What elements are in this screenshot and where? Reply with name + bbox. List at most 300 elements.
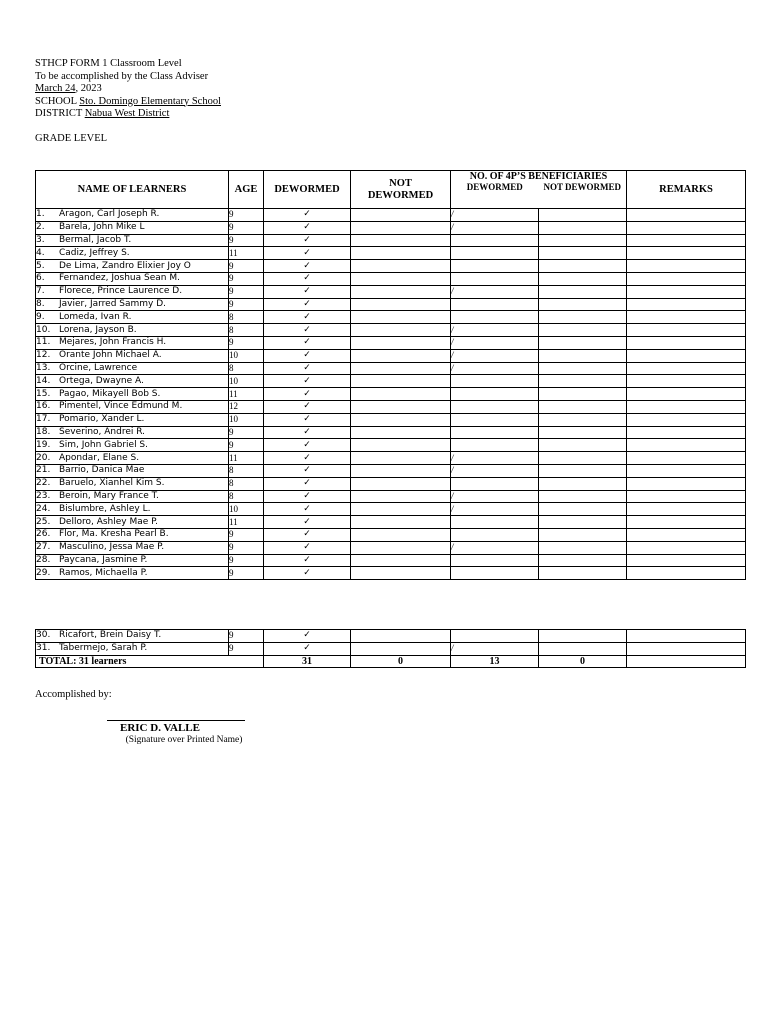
learner-age: 11 bbox=[229, 516, 264, 529]
learner-age: 9 bbox=[229, 541, 264, 554]
learner-age: 9 bbox=[229, 298, 264, 311]
not-dewormed-cell bbox=[351, 234, 451, 247]
learner-name-cell bbox=[36, 234, 229, 247]
col-header-dewormed: DEWORMED bbox=[264, 171, 351, 209]
learner-age: 9 bbox=[229, 554, 264, 567]
remarks-cell bbox=[627, 400, 746, 413]
remarks-cell bbox=[627, 452, 746, 465]
learner-name: Bermal, Jacob T. bbox=[59, 234, 132, 245]
dewormed-check: ✓ bbox=[264, 400, 351, 413]
accomplished-by-label: Accomplished by: bbox=[35, 689, 112, 700]
date-month-day: March 24 bbox=[35, 83, 76, 94]
not-dewormed-cell bbox=[351, 541, 451, 554]
learner-name: Flor, Ma. Kresha Pearl B. bbox=[59, 529, 169, 540]
four-ps-not-dewormed-cell bbox=[539, 298, 627, 311]
table-row bbox=[36, 490, 746, 503]
learner-name: Florece, Prince Laurence D. bbox=[59, 286, 183, 297]
signature-caption: (Signature over Printed Name) bbox=[125, 735, 243, 745]
not-dewormed-cell bbox=[351, 209, 451, 222]
dewormed-check: ✓ bbox=[264, 477, 351, 490]
learner-name-cell bbox=[36, 247, 229, 260]
learner-age: 8 bbox=[229, 362, 264, 375]
dewormed-check: ✓ bbox=[264, 642, 351, 655]
four-ps-not-dewormed-cell bbox=[539, 285, 627, 298]
remarks-cell bbox=[627, 554, 746, 567]
table-row bbox=[36, 324, 746, 337]
remarks-cell bbox=[627, 464, 746, 477]
learner-age: 12 bbox=[229, 400, 264, 413]
not-dewormed-cell bbox=[351, 490, 451, 503]
dewormed-check: ✓ bbox=[264, 516, 351, 529]
learner-age: 10 bbox=[229, 503, 264, 516]
learner-name: Pagao, Mikayell Bob S. bbox=[59, 388, 161, 399]
four-ps-dewormed-cell bbox=[451, 234, 539, 247]
remarks-cell bbox=[627, 285, 746, 298]
learner-name-cell bbox=[36, 630, 229, 643]
dewormed-check: ✓ bbox=[264, 375, 351, 388]
learner-name-cell bbox=[36, 567, 229, 580]
col-header-4ps-title: NO. OF 4P’S BENEFICIARIES bbox=[469, 171, 608, 182]
learners-table-continued bbox=[35, 629, 746, 668]
table-row bbox=[36, 247, 746, 260]
learner-number: 6. bbox=[36, 273, 45, 284]
learner-age: 9 bbox=[229, 439, 264, 452]
learner-number: 3. bbox=[36, 234, 45, 245]
remarks-cell bbox=[627, 630, 746, 643]
remarks-cell bbox=[627, 567, 746, 580]
learner-number: 9. bbox=[36, 311, 45, 322]
dewormed-check: ✓ bbox=[264, 567, 351, 580]
not-dewormed-cell bbox=[351, 221, 451, 234]
four-ps-dewormed-cell: / bbox=[451, 503, 539, 516]
four-ps-not-dewormed-cell bbox=[539, 516, 627, 529]
total-4ps-dewormed: 13 bbox=[451, 655, 539, 668]
not-dewormed-cell bbox=[351, 464, 451, 477]
date-year: , 2023 bbox=[75, 83, 102, 94]
dewormed-check: ✓ bbox=[264, 452, 351, 465]
learner-number: 12. bbox=[36, 350, 51, 361]
dewormed-check: ✓ bbox=[264, 426, 351, 439]
not-dewormed-cell bbox=[351, 630, 451, 643]
learner-age: 11 bbox=[229, 452, 264, 465]
remarks-cell bbox=[627, 298, 746, 311]
learner-name: Ortega, Dwayne A. bbox=[59, 375, 144, 386]
learner-age: 8 bbox=[229, 311, 264, 324]
signer-name: ERIC D. VALLE bbox=[120, 722, 200, 734]
four-ps-not-dewormed-cell bbox=[539, 477, 627, 490]
learner-number: 1. bbox=[36, 209, 45, 220]
four-ps-not-dewormed-cell bbox=[539, 247, 627, 260]
learner-number: 20. bbox=[36, 452, 51, 463]
learner-name-cell bbox=[36, 324, 229, 337]
four-ps-not-dewormed-cell bbox=[539, 221, 627, 234]
learner-name: Orante John Michael A. bbox=[59, 350, 162, 361]
four-ps-not-dewormed-cell bbox=[539, 336, 627, 349]
dewormed-check: ✓ bbox=[264, 298, 351, 311]
learner-name-cell bbox=[36, 464, 229, 477]
dewormed-check: ✓ bbox=[264, 630, 351, 643]
four-ps-dewormed-cell bbox=[451, 477, 539, 490]
table-row bbox=[36, 221, 746, 234]
learner-name-cell bbox=[36, 642, 229, 655]
learner-age: 8 bbox=[229, 490, 264, 503]
total-not-dewormed: 0 bbox=[351, 655, 451, 668]
four-ps-dewormed-cell bbox=[451, 554, 539, 567]
four-ps-not-dewormed-cell bbox=[539, 490, 627, 503]
dewormed-check: ✓ bbox=[264, 388, 351, 401]
learner-number: 8. bbox=[36, 298, 45, 309]
remarks-cell bbox=[627, 642, 746, 655]
learner-age: 9 bbox=[229, 642, 264, 655]
remarks-cell bbox=[627, 247, 746, 260]
learner-name: Delloro, Ashley Mae P. bbox=[59, 516, 159, 527]
not-dewormed-cell bbox=[351, 247, 451, 260]
table-row bbox=[36, 413, 746, 426]
learner-name-cell bbox=[36, 413, 229, 426]
four-ps-dewormed-cell bbox=[451, 388, 539, 401]
dewormed-check: ✓ bbox=[264, 247, 351, 260]
learner-age: 10 bbox=[229, 375, 264, 388]
table-row bbox=[36, 234, 746, 247]
learner-name-cell bbox=[36, 452, 229, 465]
four-ps-dewormed-cell bbox=[451, 311, 539, 324]
remarks-cell bbox=[627, 439, 746, 452]
remarks-cell bbox=[627, 388, 746, 401]
four-ps-not-dewormed-cell bbox=[539, 452, 627, 465]
learners-table bbox=[35, 170, 746, 580]
learner-number: 25. bbox=[36, 516, 51, 527]
dewormed-check: ✓ bbox=[264, 272, 351, 285]
remarks-cell bbox=[627, 221, 746, 234]
four-ps-dewormed-cell: / bbox=[451, 336, 539, 349]
four-ps-not-dewormed-cell bbox=[539, 528, 627, 541]
learner-name-cell bbox=[36, 490, 229, 503]
learners-table-body bbox=[36, 209, 746, 580]
four-ps-not-dewormed-cell bbox=[539, 260, 627, 273]
table-row bbox=[36, 464, 746, 477]
remarks-cell bbox=[627, 260, 746, 273]
learner-age: 9 bbox=[229, 336, 264, 349]
remarks-cell bbox=[627, 516, 746, 529]
learner-number: 29. bbox=[36, 567, 51, 578]
learner-number: 18. bbox=[36, 426, 51, 437]
learner-name-cell bbox=[36, 285, 229, 298]
learner-name: Barrio, Danica Mae bbox=[59, 465, 145, 476]
learner-name: Beroin, Mary France T. bbox=[59, 490, 159, 501]
learner-number: 27. bbox=[36, 542, 51, 553]
four-ps-dewormed-cell: / bbox=[451, 490, 539, 503]
four-ps-not-dewormed-cell bbox=[539, 413, 627, 426]
learner-name-cell bbox=[36, 477, 229, 490]
learner-age: 11 bbox=[229, 247, 264, 260]
four-ps-dewormed-cell: / bbox=[451, 541, 539, 554]
table-header-row bbox=[36, 171, 746, 209]
form-header bbox=[35, 58, 221, 121]
form-instruction: To be accomplished by the Class Adviser bbox=[35, 70, 209, 82]
four-ps-dewormed-cell bbox=[451, 375, 539, 388]
learner-number: 22. bbox=[36, 478, 51, 489]
dewormed-check: ✓ bbox=[264, 221, 351, 234]
remarks-cell bbox=[627, 209, 746, 222]
learner-age: 10 bbox=[229, 413, 264, 426]
table-row bbox=[36, 452, 746, 465]
learner-name-cell bbox=[36, 439, 229, 452]
remarks-cell bbox=[627, 234, 746, 247]
not-dewormed-cell bbox=[351, 311, 451, 324]
not-dewormed-cell bbox=[351, 452, 451, 465]
four-ps-dewormed-cell bbox=[451, 260, 539, 273]
total-label: TOTAL: 31 learners bbox=[36, 655, 264, 668]
learner-name-cell bbox=[36, 388, 229, 401]
four-ps-dewormed-cell bbox=[451, 298, 539, 311]
dewormed-check: ✓ bbox=[264, 413, 351, 426]
four-ps-dewormed-cell bbox=[451, 400, 539, 413]
learner-age: 9 bbox=[229, 630, 264, 643]
table-row bbox=[36, 349, 746, 362]
four-ps-dewormed-cell bbox=[451, 247, 539, 260]
learner-name-cell bbox=[36, 260, 229, 273]
four-ps-not-dewormed-cell bbox=[539, 464, 627, 477]
learner-name: Ramos, Michaella P. bbox=[59, 567, 148, 578]
learner-number: 24. bbox=[36, 503, 51, 514]
learner-name: Javier, Jarred Sammy D. bbox=[59, 298, 167, 309]
table-row bbox=[36, 567, 746, 580]
learner-name: Orcine, Lawrence bbox=[59, 362, 138, 373]
learner-number: 11. bbox=[36, 337, 51, 348]
school-line bbox=[35, 96, 221, 109]
remarks-cell bbox=[627, 336, 746, 349]
total-4ps-not-dewormed: 0 bbox=[539, 655, 627, 668]
not-dewormed-cell bbox=[351, 516, 451, 529]
learner-number: 17. bbox=[36, 414, 51, 425]
learner-number: 19. bbox=[36, 439, 51, 450]
col-header-age: AGE bbox=[229, 171, 264, 209]
table-row bbox=[36, 388, 746, 401]
dewormed-check: ✓ bbox=[264, 362, 351, 375]
four-ps-dewormed-cell bbox=[451, 516, 539, 529]
four-ps-not-dewormed-cell bbox=[539, 554, 627, 567]
remarks-cell bbox=[627, 426, 746, 439]
col-header-remarks: REMARKS bbox=[627, 171, 746, 209]
learner-name-cell bbox=[36, 400, 229, 413]
four-ps-not-dewormed-cell bbox=[539, 324, 627, 337]
four-ps-dewormed-cell bbox=[451, 272, 539, 285]
not-dewormed-cell bbox=[351, 642, 451, 655]
dewormed-check: ✓ bbox=[264, 554, 351, 567]
four-ps-not-dewormed-cell bbox=[539, 349, 627, 362]
learner-name: Masculino, Jessa Mae P. bbox=[59, 542, 165, 553]
learner-number: 30. bbox=[36, 630, 51, 641]
learner-number: 4. bbox=[36, 247, 45, 258]
four-ps-dewormed-cell: / bbox=[451, 285, 539, 298]
remarks-cell bbox=[627, 272, 746, 285]
learner-age: 8 bbox=[229, 464, 264, 477]
learner-age: 9 bbox=[229, 260, 264, 273]
dewormed-check: ✓ bbox=[264, 324, 351, 337]
dewormed-check: ✓ bbox=[264, 464, 351, 477]
learner-name-cell bbox=[36, 528, 229, 541]
four-ps-not-dewormed-cell bbox=[539, 426, 627, 439]
table-row bbox=[36, 311, 746, 324]
learner-number: 5. bbox=[36, 260, 45, 271]
district-value: Nabua West District bbox=[84, 108, 170, 119]
learner-name: Tabermejo, Sarah P. bbox=[59, 643, 148, 654]
learner-name-cell bbox=[36, 349, 229, 362]
table-row bbox=[36, 272, 746, 285]
learner-name-cell bbox=[36, 209, 229, 222]
four-ps-dewormed-cell bbox=[451, 439, 539, 452]
learner-age: 9 bbox=[229, 285, 264, 298]
four-ps-not-dewormed-cell bbox=[539, 630, 627, 643]
table-row bbox=[36, 209, 746, 222]
four-ps-not-dewormed-cell bbox=[539, 567, 627, 580]
learner-name-cell bbox=[36, 375, 229, 388]
learner-name: Lomeda, Ivan R. bbox=[59, 311, 132, 322]
learner-number: 7. bbox=[36, 286, 45, 297]
learner-number: 10. bbox=[36, 324, 51, 335]
school-value: Sto. Domingo Elementary School bbox=[79, 95, 221, 107]
remarks-cell bbox=[627, 490, 746, 503]
learner-name-cell bbox=[36, 554, 229, 567]
remarks-cell bbox=[627, 324, 746, 337]
remarks-cell bbox=[627, 477, 746, 490]
table-row bbox=[36, 541, 746, 554]
four-ps-dewormed-cell bbox=[451, 413, 539, 426]
four-ps-dewormed-cell: / bbox=[451, 464, 539, 477]
col-header-not-dewormed: NOT DEWORMED bbox=[351, 171, 451, 209]
not-dewormed-cell bbox=[351, 426, 451, 439]
remarks-cell bbox=[627, 375, 746, 388]
learner-number: 21. bbox=[36, 465, 51, 476]
learner-name: Severino, Andrei R. bbox=[59, 426, 146, 437]
district-line bbox=[35, 108, 221, 121]
table-row bbox=[36, 439, 746, 452]
four-ps-not-dewormed-cell bbox=[539, 503, 627, 516]
four-ps-not-dewormed-cell bbox=[539, 272, 627, 285]
learner-name: Sim, John Gabriel S. bbox=[59, 439, 149, 450]
four-ps-dewormed-cell bbox=[451, 426, 539, 439]
not-dewormed-cell bbox=[351, 477, 451, 490]
table-row bbox=[36, 477, 746, 490]
table-row bbox=[36, 426, 746, 439]
col-header-4ps-sub bbox=[451, 182, 626, 192]
learner-name-cell bbox=[36, 426, 229, 439]
four-ps-dewormed-cell: / bbox=[451, 209, 539, 222]
total-remarks bbox=[627, 655, 746, 668]
remarks-cell bbox=[627, 503, 746, 516]
learner-name: De Lima, Zandro Elixier Joy O bbox=[59, 260, 191, 271]
learner-name: Lorena, Jayson B. bbox=[59, 324, 137, 335]
dewormed-check: ✓ bbox=[264, 439, 351, 452]
not-dewormed-cell bbox=[351, 260, 451, 273]
learner-age: 8 bbox=[229, 477, 264, 490]
table-row bbox=[36, 400, 746, 413]
not-dewormed-cell bbox=[351, 439, 451, 452]
four-ps-not-dewormed-cell bbox=[539, 439, 627, 452]
dewormed-check: ✓ bbox=[264, 541, 351, 554]
table-row bbox=[36, 516, 746, 529]
dewormed-check: ✓ bbox=[264, 311, 351, 324]
signature-line bbox=[107, 720, 245, 721]
four-ps-not-dewormed-cell bbox=[539, 362, 627, 375]
col-header-4ps-group bbox=[451, 171, 627, 209]
learner-number: 2. bbox=[36, 222, 45, 233]
table-row bbox=[36, 260, 746, 273]
learner-age: 9 bbox=[229, 567, 264, 580]
four-ps-not-dewormed-cell bbox=[539, 400, 627, 413]
learner-name: Pomario, Xander L. bbox=[59, 414, 145, 425]
table-row bbox=[36, 336, 746, 349]
col-header-4ps-dewormed: DEWORMED bbox=[466, 182, 523, 192]
learner-age: 9 bbox=[229, 528, 264, 541]
four-ps-dewormed-cell bbox=[451, 567, 539, 580]
dewormed-check: ✓ bbox=[264, 336, 351, 349]
four-ps-not-dewormed-cell bbox=[539, 541, 627, 554]
form-title: STHCP FORM 1 Classroom Level bbox=[35, 58, 182, 69]
learner-name: Paycana, Jasmine P. bbox=[59, 554, 148, 565]
not-dewormed-cell bbox=[351, 388, 451, 401]
dewormed-check: ✓ bbox=[264, 285, 351, 298]
learner-name: Bislumbre, Ashley L. bbox=[59, 503, 151, 514]
not-dewormed-cell bbox=[351, 413, 451, 426]
four-ps-not-dewormed-cell bbox=[539, 388, 627, 401]
learners-table-body-continued bbox=[36, 630, 746, 656]
table-row bbox=[36, 503, 746, 516]
four-ps-dewormed-cell bbox=[451, 630, 539, 643]
not-dewormed-cell bbox=[351, 567, 451, 580]
learner-name: Barela, John Mike L bbox=[59, 222, 145, 233]
learner-name-cell bbox=[36, 221, 229, 234]
learner-name: Mejares, John Francis H. bbox=[59, 337, 167, 348]
learner-age: 9 bbox=[229, 221, 264, 234]
learner-name-cell bbox=[36, 362, 229, 375]
learner-name-cell bbox=[36, 336, 229, 349]
learner-age: 9 bbox=[229, 272, 264, 285]
not-dewormed-cell bbox=[351, 503, 451, 516]
remarks-cell bbox=[627, 349, 746, 362]
learner-age: 11 bbox=[229, 388, 264, 401]
four-ps-not-dewormed-cell bbox=[539, 311, 627, 324]
learner-name: Ricafort, Brein Daisy T. bbox=[59, 630, 162, 641]
table-row bbox=[36, 642, 746, 655]
learner-name: Cadiz, Jeffrey S. bbox=[59, 247, 130, 258]
four-ps-dewormed-cell: / bbox=[451, 349, 539, 362]
district-label: DISTRICT bbox=[35, 108, 85, 119]
not-dewormed-cell bbox=[351, 554, 451, 567]
dewormed-check: ✓ bbox=[264, 490, 351, 503]
not-dewormed-cell bbox=[351, 272, 451, 285]
remarks-cell bbox=[627, 362, 746, 375]
not-dewormed-cell bbox=[351, 362, 451, 375]
learner-name: Baruelo, Xianhel Kim S. bbox=[59, 478, 165, 489]
learner-age: 9 bbox=[229, 426, 264, 439]
learner-name: Fernandez, Joshua Sean M. bbox=[59, 273, 180, 284]
learner-name-cell bbox=[36, 272, 229, 285]
not-dewormed-cell bbox=[351, 324, 451, 337]
dewormed-check: ✓ bbox=[264, 234, 351, 247]
learner-number: 15. bbox=[36, 388, 51, 399]
remarks-cell bbox=[627, 541, 746, 554]
dewormed-check: ✓ bbox=[264, 260, 351, 273]
four-ps-dewormed-cell: / bbox=[451, 324, 539, 337]
learner-number: 13. bbox=[36, 362, 51, 373]
not-dewormed-cell bbox=[351, 375, 451, 388]
not-dewormed-cell bbox=[351, 349, 451, 362]
four-ps-dewormed-cell: / bbox=[451, 221, 539, 234]
learner-number: 23. bbox=[36, 490, 51, 501]
learner-number: 28. bbox=[36, 554, 51, 565]
learner-name: Pimentel, Vince Edmund M. bbox=[59, 401, 183, 412]
